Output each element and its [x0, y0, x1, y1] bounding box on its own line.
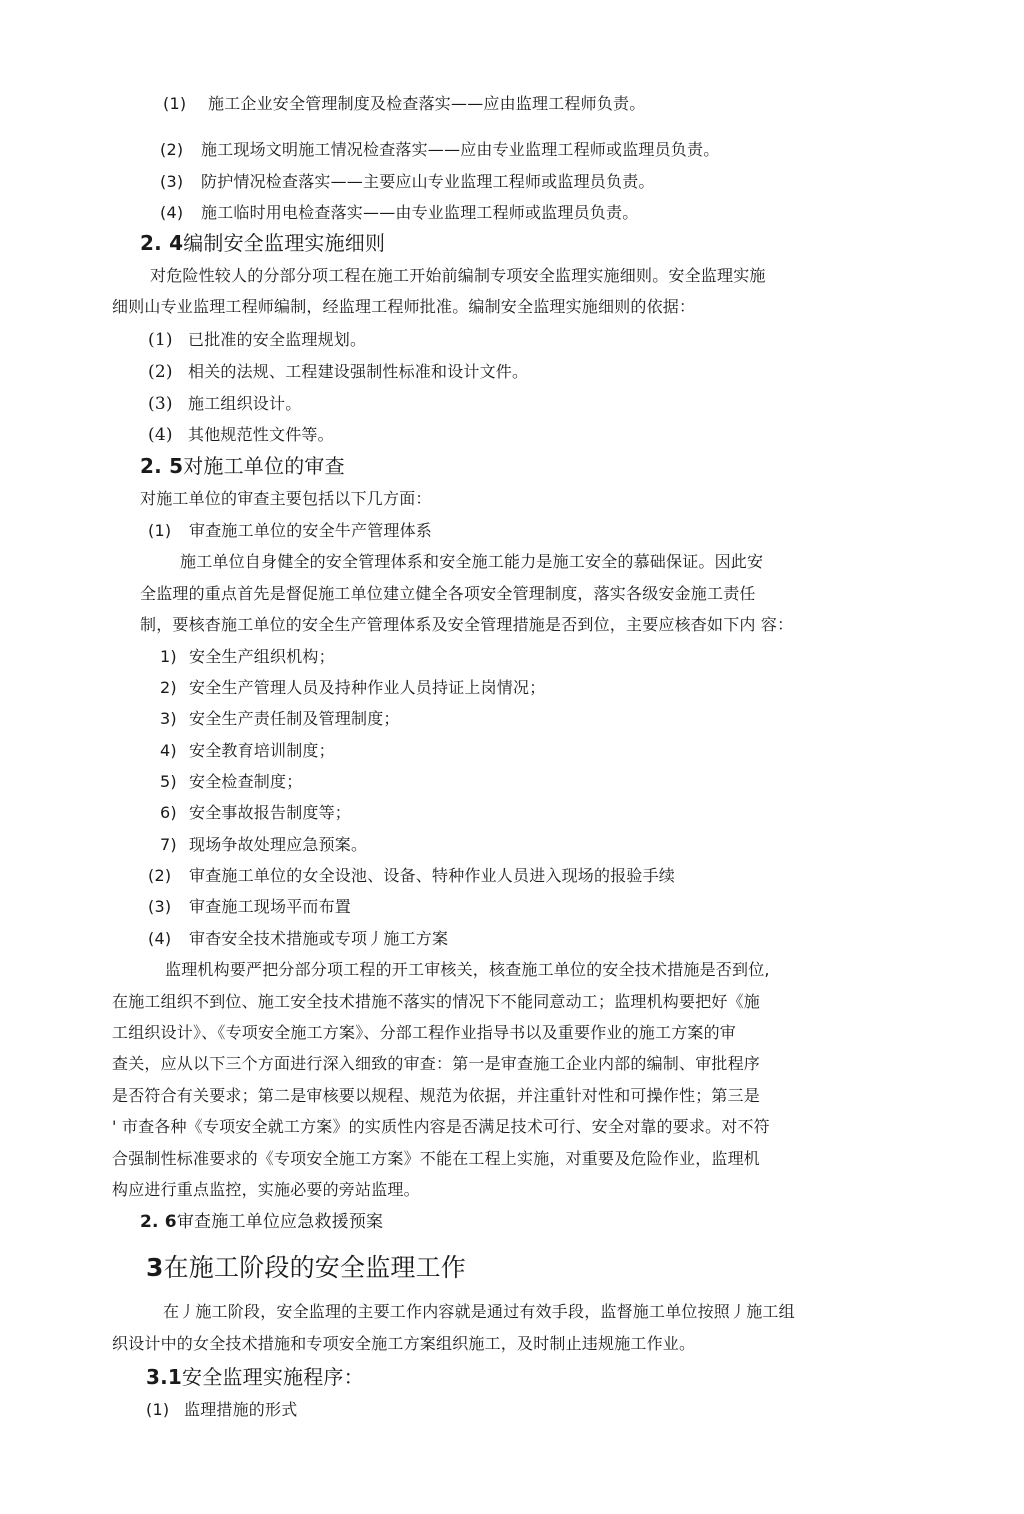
list-item: (3) 审查施工现场平而布置 [148, 897, 352, 916]
paragraph-line: 工组织设计》、《专项安全施工方案》、分部工程作业指导书以及重要作业的施工方案的审 [112, 1023, 737, 1042]
list-item: (4) 其他规范性文件等。 [148, 425, 334, 445]
list-item: (2) 施工现场文明施工情况检查落实——应由专业监理工程师或监理员负责。 [160, 140, 720, 159]
list-item: (4) 施工临时用电检查落实——由专业监理工程师或监理员负责。 [160, 203, 639, 222]
sub-list-item: 2) 安全生产管理人员及持种作业人员持证上岗情况； [160, 678, 546, 697]
paragraph-line: 对危险性较人的分部分项工程在施工开始前编制专项安全监理实施细则。安全监理实施 [150, 266, 766, 285]
section-heading-2-4: 2. 4编制安全监理实施细则 [140, 231, 386, 255]
sub-list-item: 1) 安全生产组织机构； [160, 647, 335, 666]
paragraph-line: 制，要核杳施工单位的安全生产管理体系及安全管理措施是否到位，主要应核杳如下内 容： [140, 615, 794, 634]
paragraph-line: 对施工单位的审查主要包括以下几方面： [140, 489, 432, 508]
section-heading-3: 3在施工阶段的安全监理工作 [146, 1253, 467, 1282]
list-item: (1) 施工企业安全管理制度及检查落实——应由监理工程师负责。 [163, 94, 646, 113]
paragraph-line: 是否符合有关要求；第二是审核要以规程、规范为依据，并注重针对性和可操作性；第三是 [112, 1086, 761, 1105]
paragraph-line: 在施工组织不到位、施工安全技术措施不落实的情况下不能同意动工；监理机构要把好《施 [112, 992, 761, 1011]
list-item: (2) 相关的法规、工程建设强制性标准和设计文件。 [148, 362, 529, 382]
list-item: (3) 施工组织设计。 [148, 394, 302, 414]
list-item: (1) 已批准的安全监理规划。 [148, 330, 367, 350]
list-item: (3) 防护情况检查落实——主要应山专业监理工程师或监理员负责。 [160, 172, 655, 191]
sub-list-item: 4) 安全教育培训制度； [160, 741, 335, 760]
sub-list-item: 7) 现场争故处理应急预案。 [160, 835, 368, 854]
paragraph-line: 合强制性标准要求的《专项安全施工方案》不能在工程上实施，对重要及危险作业，监理机 [112, 1149, 761, 1168]
sub-list-item: 3) 安全生产责任制及管理制度； [160, 709, 400, 728]
paragraph-line: 施工单位自身健全的安全管理体系和安全施工能力是施工安全的慕础保证。因此安 [180, 552, 764, 571]
section-heading-2-6: 2. 6审查施工单位应急救援预案 [140, 1212, 384, 1232]
paragraph-line: 监理机构要严把分部分项工程的开工审核关，核查施工单位的安全技术措施是否到位, [165, 960, 770, 979]
list-item: (1) 审查施工单位的安全牛产管理体系 [148, 521, 433, 540]
list-item: (4) 审杳安全技术措施或专项丿施工方案 [148, 929, 449, 948]
section-heading-2-5: 2. 5对施工单位的审查 [140, 454, 345, 478]
sub-list-item: 6) 安全事故报告制度等； [160, 803, 352, 822]
sub-list-item: 5) 安全检查制度； [160, 772, 303, 791]
paragraph-line: 构应进行重点监控，实施必要的旁站监理。 [112, 1180, 420, 1199]
paragraph-line: ' 市查各种《专项安全就工方案》的实质性内容是否满足技术可行、安全对靠的要求。对不符 [112, 1117, 770, 1136]
section-heading-3-1: 3.1安全监理实施程序： [146, 1365, 364, 1389]
paragraph-line: 在丿施工阶段，安全监理的主要工作内容就是通过有效手段，监督施工单位按照丿施工组 [163, 1302, 795, 1321]
paragraph-line: 细则山专业监理工程师编制，经监理工程师批准。编制安全监理实施细则的依据： [112, 297, 696, 316]
paragraph-line: 全监理的重点首先是督促施工单位建立健全各项安全管理制度，落实各级安金施工责任 [140, 584, 756, 603]
list-item: (2) 审查施工单位的女全设池、设备、特种作业人员进入现场的报验手续 [148, 866, 676, 885]
list-item: (1) 监理措施的形式 [146, 1400, 298, 1419]
paragraph-line: 织设计中的女全技术措施和专项安全施工方案组织施工，及时制止违规施工作业。 [112, 1334, 696, 1353]
paragraph-line: 查关，应从以下三个方面进行深入细致的审查：第一是审查施工企业内部的编制、审批程序 [112, 1054, 761, 1073]
